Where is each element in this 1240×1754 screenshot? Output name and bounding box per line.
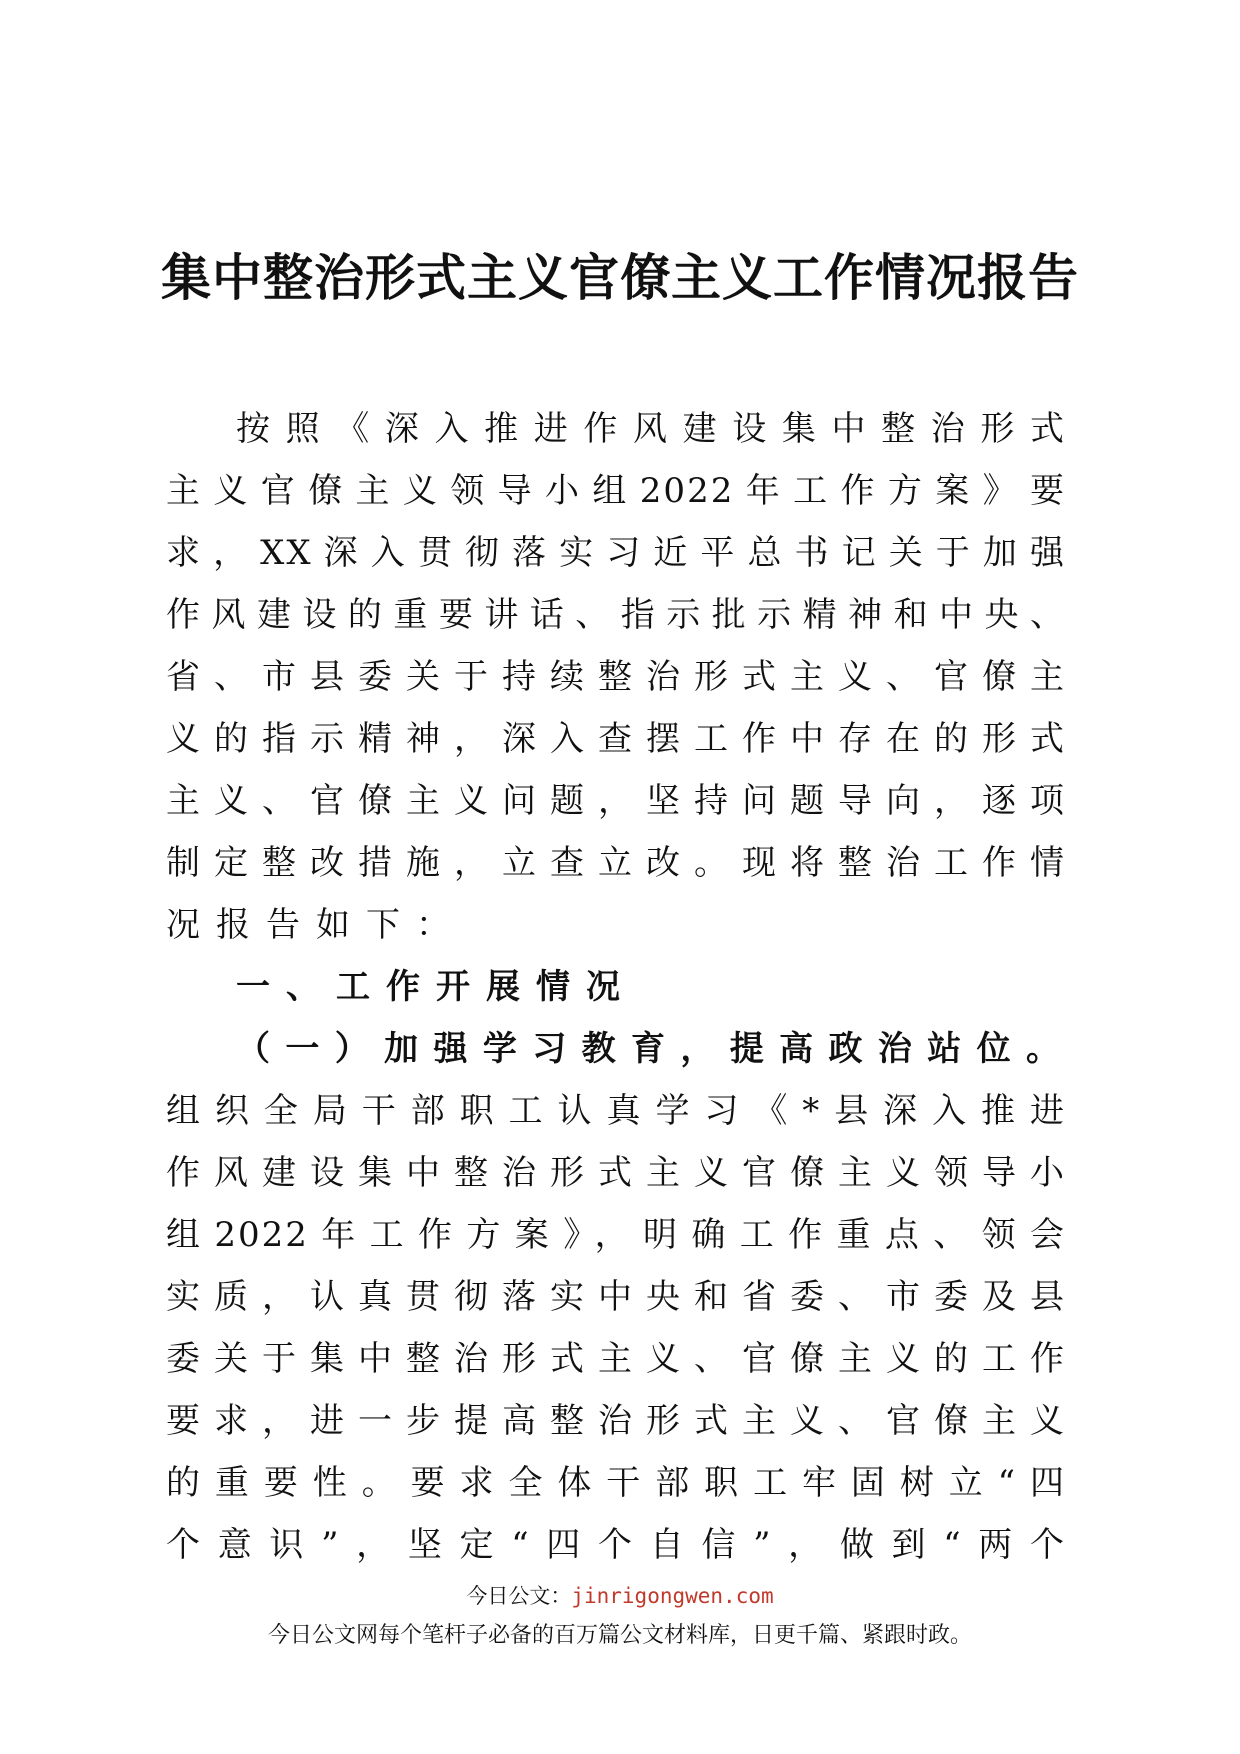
document-body bbox=[166, 398, 1066, 1576]
paragraph-line: 主义官僚主义领导小组2022年工作方案》要 bbox=[166, 471, 1066, 511]
paragraph-line: 制定整改措施，立查立改。现将整治工作情 bbox=[166, 843, 1066, 883]
paragraph-line: 求，XX深入贯彻落实习近平总书记关于加强 bbox=[166, 533, 1066, 573]
document-title: 集中整治形式主义官僚主义工作情况报告 bbox=[161, 248, 1079, 307]
paragraph-line: 的重要性。要求全体干部职工牢固树立“四 bbox=[166, 1463, 1066, 1503]
paragraph-line: 个意识”，坚定“四个自信”，做到“两个 bbox=[166, 1525, 1066, 1565]
paragraph-line: 主义、官僚主义问题，坚持问题导向，逐项 bbox=[166, 781, 1066, 821]
paragraph-line: 委关于集中整治形式主义、官僚主义的工作 bbox=[166, 1339, 1066, 1379]
footer-url-link[interactable]: jinrigongwen.com bbox=[571, 1584, 774, 1608]
paragraph-line: 作风建设的重要讲话、指示批示精神和中央、 bbox=[166, 595, 1066, 635]
paragraph-line: 况报告如下： bbox=[166, 905, 466, 945]
subsection-heading: （一）加强学习教育，提高政治站位。 bbox=[236, 1029, 1066, 1069]
paragraph-line: 实质，认真贯彻落实中央和省委、市委及县 bbox=[166, 1277, 1066, 1317]
footer-slogan: 今日公文网每个笔杆子必备的百万篇公文材料库，日更千篇、紧跟时政。 bbox=[267, 1623, 972, 1648]
paragraph-line: 作风建设集中整治形式主义官僚主义领导小 bbox=[166, 1153, 1066, 1193]
paragraph-line: 组2022年工作方案》，明确工作重点、领会 bbox=[166, 1215, 1066, 1255]
section-heading: 一、工作开展情况 bbox=[236, 967, 636, 1007]
paragraph-line: 义的指示精神，深入查摆工作中存在的形式 bbox=[166, 719, 1066, 759]
footer-source bbox=[0, 1580, 1240, 1610]
paragraph-line: 组织全局干部职工认真学习《*县深入推进 bbox=[166, 1091, 1066, 1131]
paragraph-line: 省、市县委关于持续整治形式主义、官僚主 bbox=[166, 657, 1066, 697]
paragraph-line: 要求，进一步提高整治形式主义、官僚主义 bbox=[166, 1401, 1066, 1441]
footer-source-label: 今日公文： bbox=[466, 1584, 572, 1608]
paragraph-line: 按照《深入推进作风建设集中整治形式 bbox=[236, 409, 1066, 449]
